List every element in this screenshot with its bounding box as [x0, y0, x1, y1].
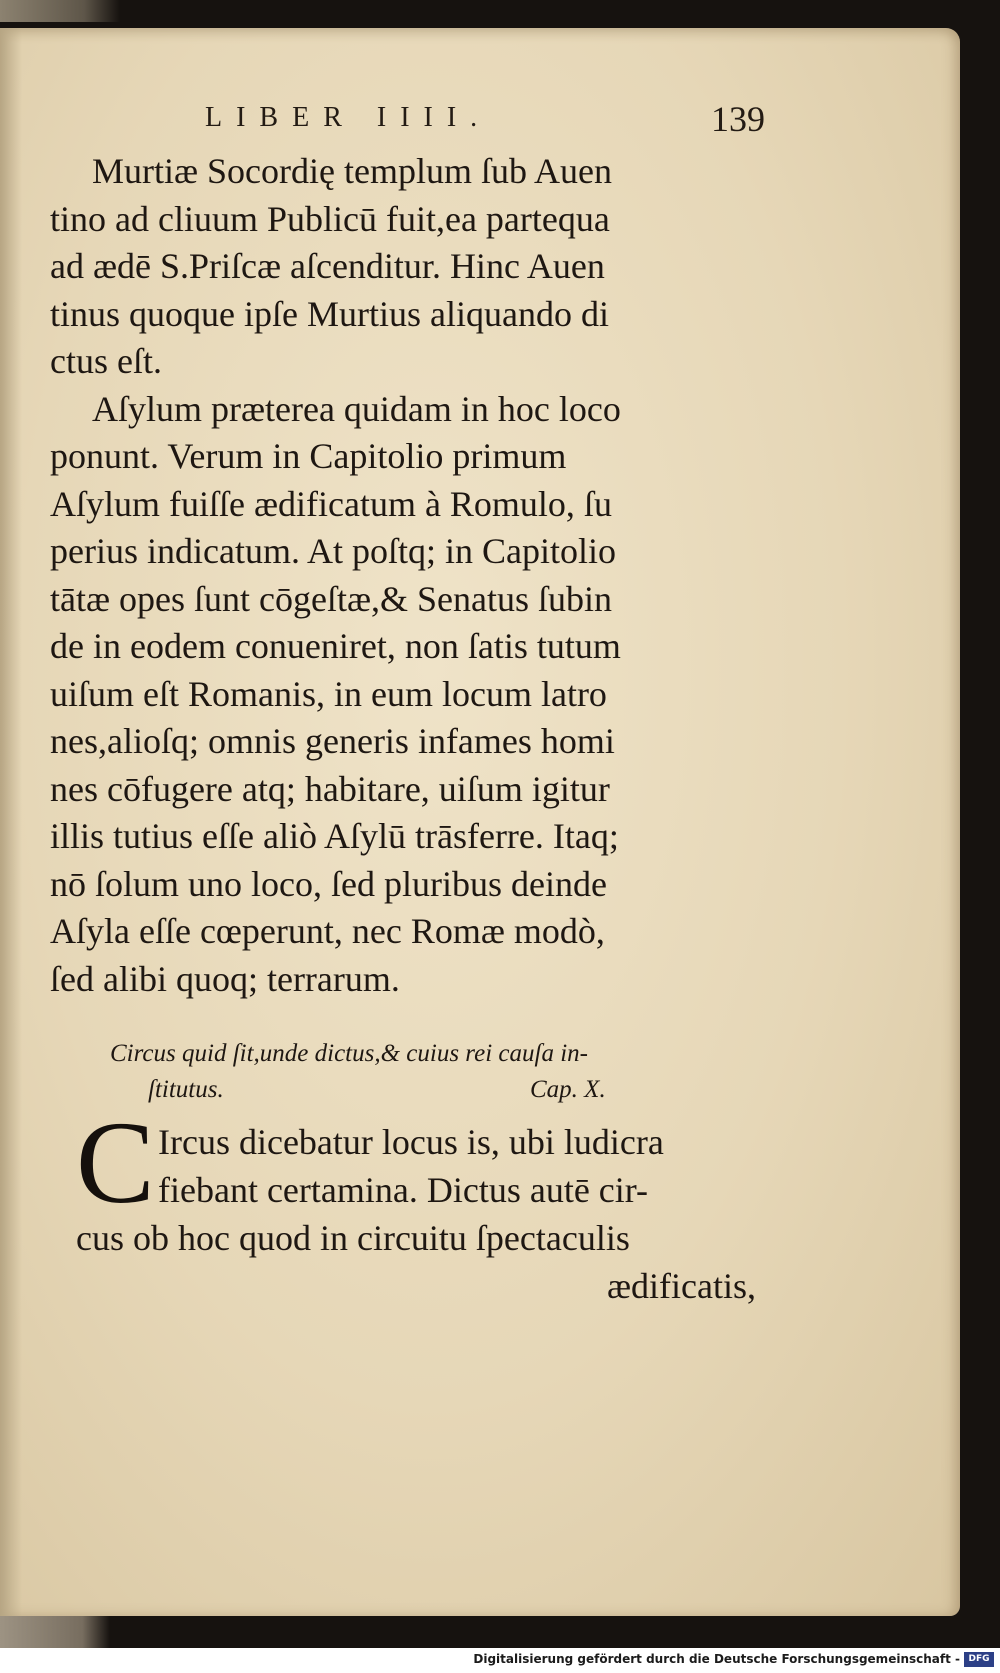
body-line: de in eodem conueniret, non ſatis tutum [50, 626, 621, 666]
chapter-heading [110, 1036, 750, 1108]
chapter-line: fiebant certamina. Dictus autē cir- [158, 1170, 649, 1210]
drop-cap: C [76, 1097, 155, 1228]
chapter-line: Ircus dicebatur locus is, ubi ludicra [158, 1122, 664, 1162]
body-line: nō ſolum uno loco, ſed pluribus deinde [50, 863, 607, 904]
body-line: Murtiæ Socordię templum ſub Auen [92, 151, 612, 191]
running-head [205, 98, 765, 138]
catchword-line: ædificatis, [607, 1266, 756, 1306]
chapter-heading-line [110, 1072, 750, 1108]
adjacent-page-edge [0, 1612, 110, 1648]
body-line: illis tutius eſſe aliò Aſylū trāsferre. Itaq; [50, 816, 619, 856]
body-line: ad ædē S.Priſcæ aſcenditur. Hinc Auen [50, 246, 605, 286]
body-line: ctus eſt. [50, 341, 162, 381]
body-line: Aſyla eſſe cœperunt, nec Romæ modò, [50, 911, 605, 951]
body-text [50, 148, 750, 1003]
body-line: Aſylum præterea quidam in hoc loco [92, 388, 621, 429]
adjacent-page-corner [0, 0, 120, 22]
funding-credit: Digitalisierung gefördert durch die Deutsche Forschungsgemeinschaft - [473, 1652, 960, 1666]
body-line: perius indicatum. At poſtq; in Capitolio [50, 531, 616, 571]
dfg-logo: DFG [964, 1652, 994, 1667]
body-line: tinus quoque ipſe Murtius aliquando di [50, 293, 609, 334]
running-head-title: LIBER IIII. [205, 102, 492, 133]
chapter-heading-continuation: ſtitutus. [148, 1076, 224, 1103]
chapter-number: Cap. X. [530, 1076, 606, 1103]
body-line: nes cōfugere atq; habitare, uiſum igitur [50, 768, 610, 809]
body-line: tino ad cliuum Publicū fuit,ea partequa [50, 198, 610, 239]
footer-bar [0, 1648, 1000, 1673]
body-line: ponunt. Verum in Capitolio primum [50, 436, 567, 476]
chapter-lines [76, 1118, 756, 1310]
body-line: tātæ opes ſunt cōgeſtæ,& Senatus ſubin [50, 578, 612, 619]
body-line: ſed alibi quoq; terrarum. [50, 958, 400, 999]
body-line: nes,alioſq; omnis generis infames homi [50, 721, 615, 761]
chapter-heading-line: Circus quid ſit,unde dictus,& cuius rei cauſa in- [110, 1040, 588, 1067]
body-line: uiſum eſt Romanis, in eum locum latro [50, 673, 607, 714]
page-number: 139 [711, 99, 765, 139]
book-page [0, 28, 960, 1616]
chapter-line: cus ob hoc quod in circuitu ſpectaculis [76, 1218, 630, 1258]
body-line: Aſylum fuiſſe ædificatum à Romulo, ſu [50, 483, 612, 524]
